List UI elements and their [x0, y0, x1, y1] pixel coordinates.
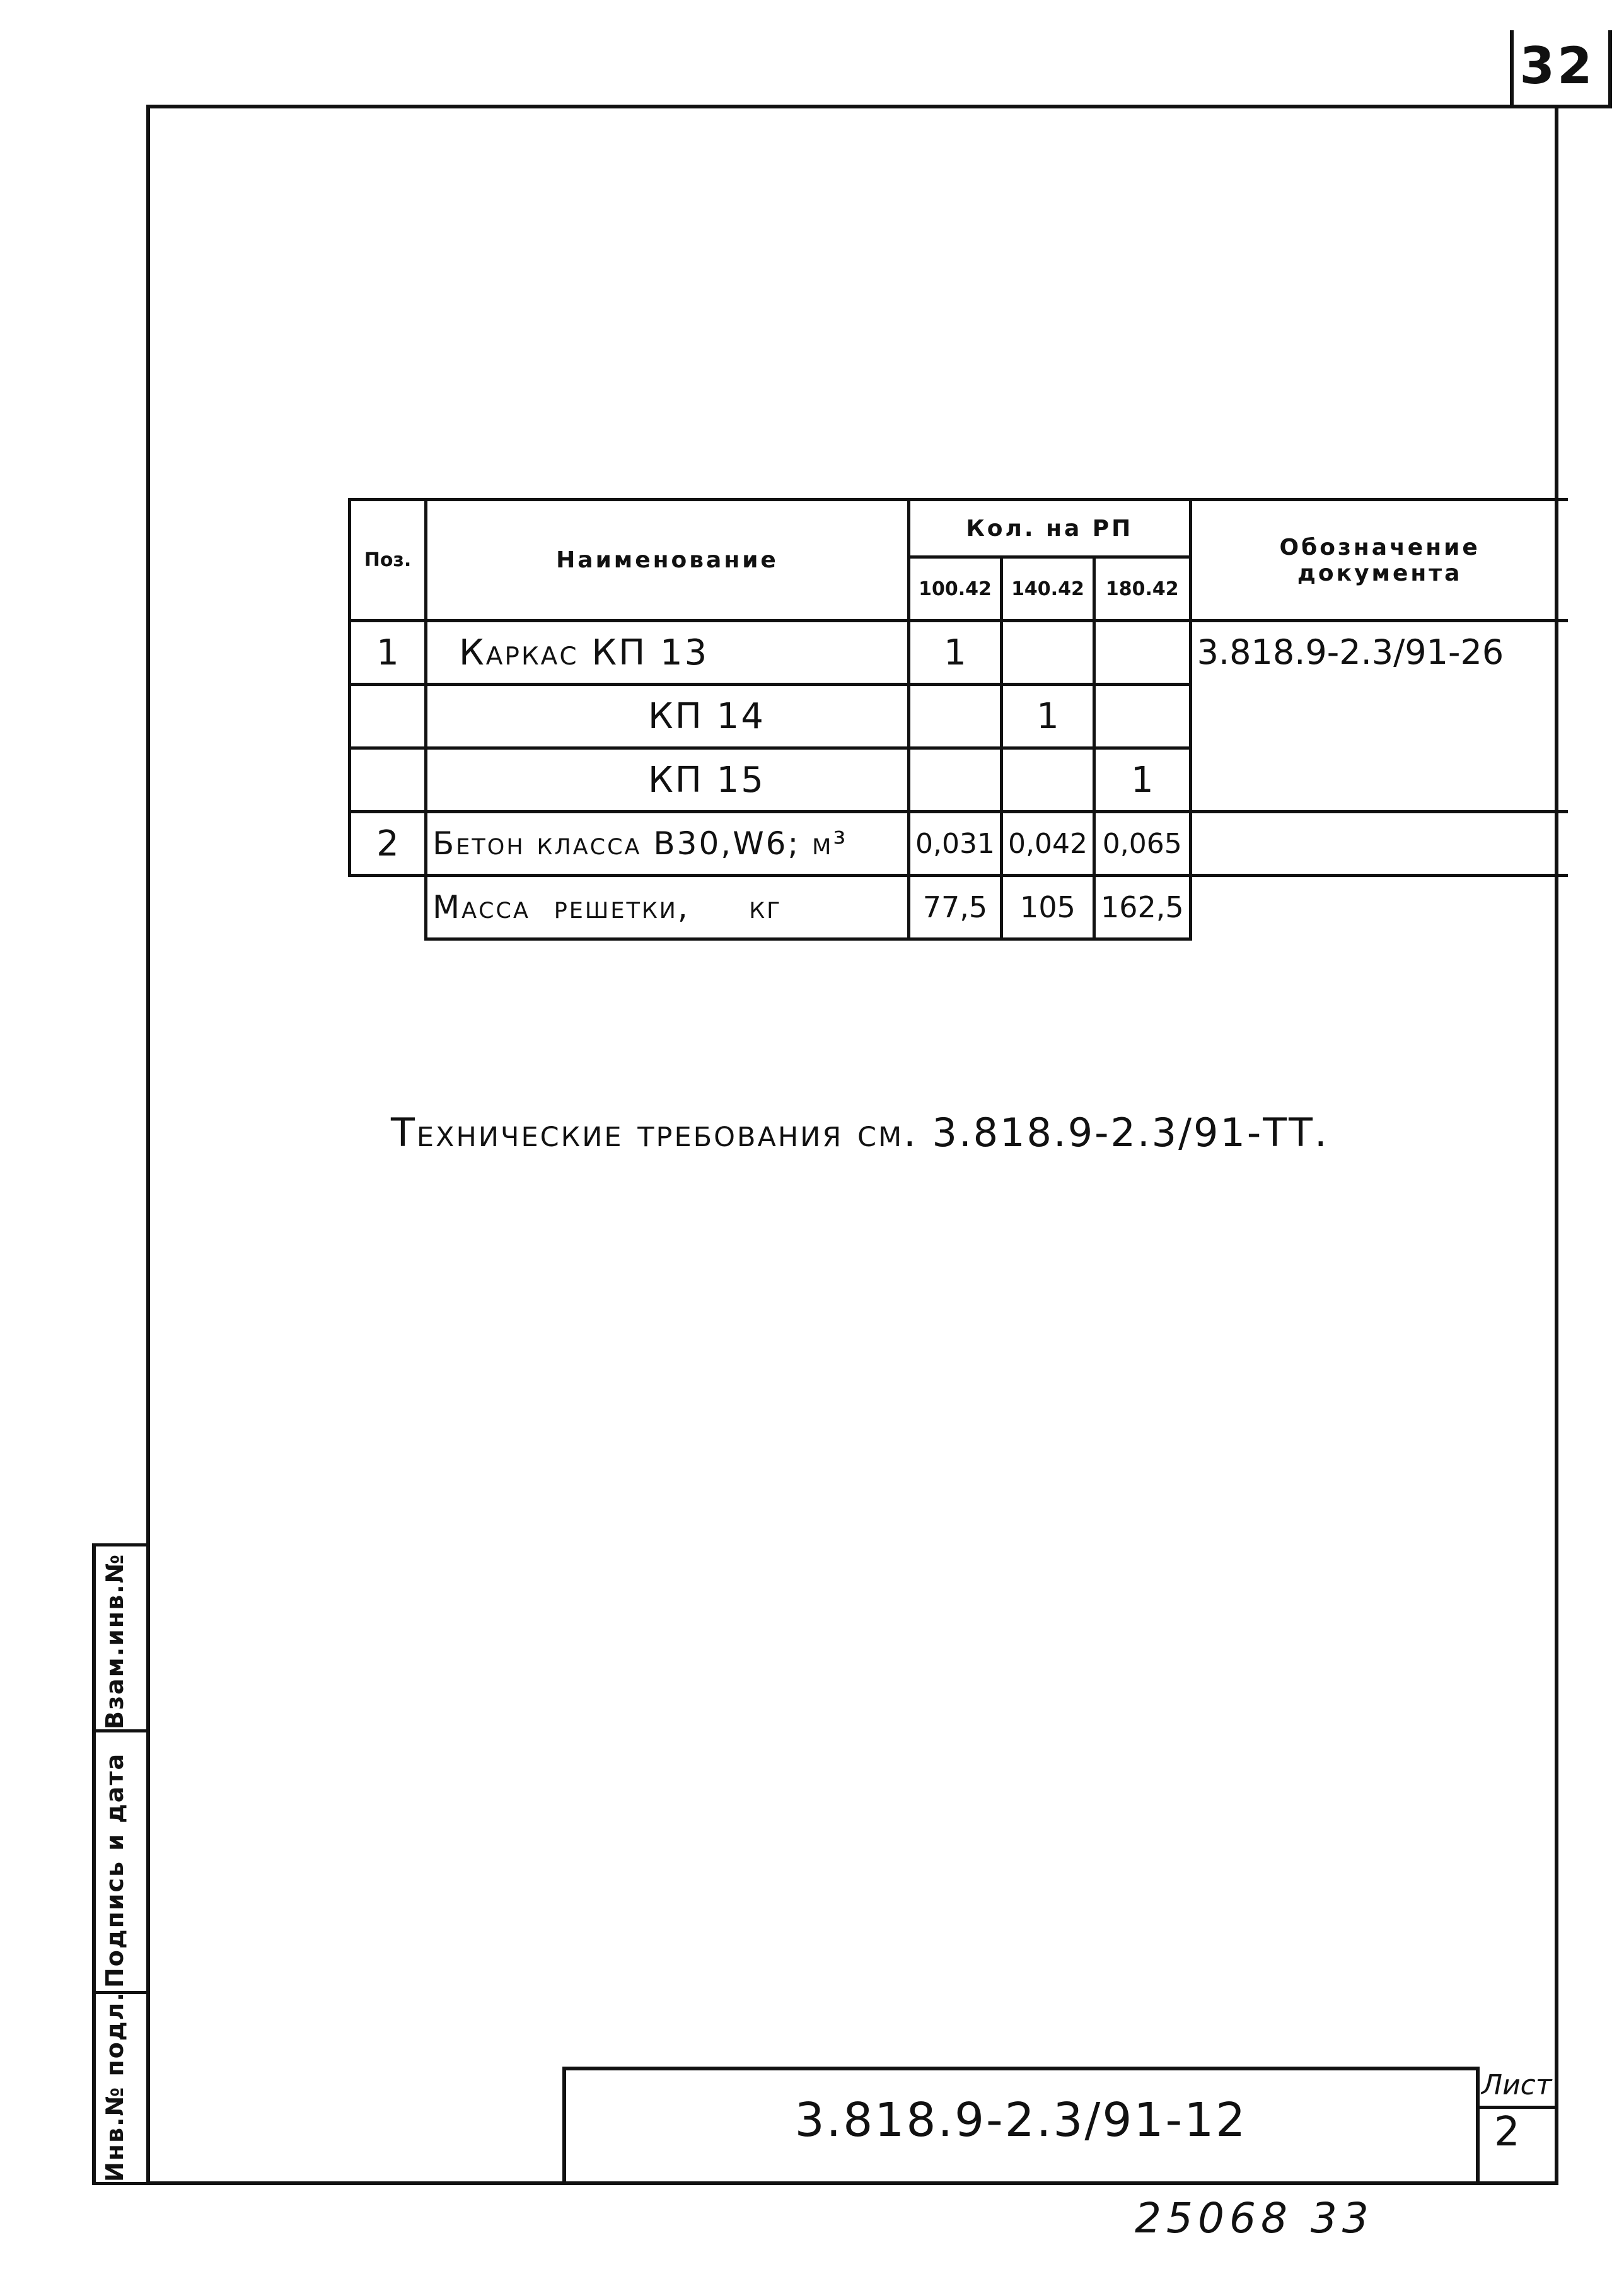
- footer-archive-number: 25068 33: [1135, 2194, 1374, 2242]
- table-header-row: [350, 500, 1568, 557]
- cell-q1: 1: [909, 621, 1002, 685]
- cell-pos: [350, 876, 426, 939]
- cell-q1: 0,031: [909, 812, 1002, 876]
- technical-requirements: Технические требования см. 3.818.9-2.3/91-ТТ.: [391, 1110, 1329, 1156]
- page-number: 32: [1519, 37, 1595, 95]
- cell-name: Каркас КП 13: [426, 621, 909, 685]
- cell-q1: 77,5: [909, 876, 1002, 939]
- cell-q3: [1094, 685, 1190, 748]
- cell-q3: 1: [1094, 748, 1190, 812]
- header-qty-col-2: 140.42: [1001, 557, 1094, 621]
- stamp-inv-podl-label: Инв.№ подл.: [101, 1991, 129, 2182]
- stamp-vzam-inv: [92, 1543, 150, 1732]
- cell-q3: 0,065: [1094, 812, 1190, 876]
- cell-q2: [1001, 748, 1094, 812]
- table-row: [350, 812, 1568, 876]
- stamp-vzam-inv-label: Взам.инв.№: [101, 1553, 129, 1729]
- cell-q1: [909, 685, 1002, 748]
- cell-pos: 1: [350, 621, 426, 685]
- cell-doc: [1190, 812, 1568, 876]
- cell-q2: 1: [1001, 685, 1094, 748]
- table-row: [350, 876, 1568, 939]
- specification-table: [348, 498, 1568, 941]
- cell-name: Бетон класса B30,W6; м³: [426, 812, 909, 876]
- cell-name: Масса решетки, кг: [426, 876, 909, 939]
- sheet-number: 2: [1494, 2109, 1520, 2155]
- cell-pos: 2: [350, 812, 426, 876]
- cell-doc: 3.818.9-2.3/91-26: [1190, 621, 1568, 812]
- header-name: Наименование: [426, 500, 909, 621]
- cell-name: КП 15: [426, 748, 909, 812]
- header-doc: Обозначение документа: [1190, 500, 1568, 621]
- table-row: [350, 621, 1568, 685]
- stamp-podpis-data: [92, 1729, 150, 1994]
- cell-name: КП 14: [426, 685, 909, 748]
- cell-q3: [1094, 621, 1190, 685]
- document-code: 3.818.9-2.3/91-12: [794, 2093, 1248, 2147]
- header-qty-col-3: 180.42: [1094, 557, 1190, 621]
- header-qty-col-1: 100.42: [909, 557, 1002, 621]
- sheet-label: Лист: [1482, 2069, 1552, 2101]
- cell-q2: [1001, 621, 1094, 685]
- cell-q1: [909, 748, 1002, 812]
- stamp-podpis-data-label: Подпись и дата: [101, 1752, 129, 1988]
- stamp-inv-podl: [92, 1991, 150, 2185]
- cell-q3: 162,5: [1094, 876, 1190, 939]
- header-qty: Кол. на РП: [909, 500, 1191, 557]
- cell-doc: [1190, 876, 1568, 939]
- header-pos: Поз.: [350, 500, 426, 621]
- cell-pos: [350, 685, 426, 748]
- cell-q2: 0,042: [1001, 812, 1094, 876]
- cell-pos: [350, 748, 426, 812]
- cell-q2: 105: [1001, 876, 1094, 939]
